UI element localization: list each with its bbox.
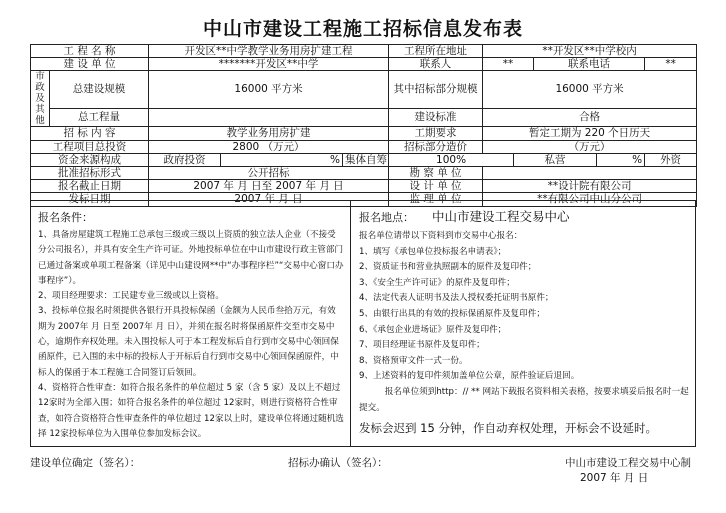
cell-label: 总工程量 bbox=[50, 108, 149, 127]
condition-item: 3、投标单位报名时须提供各银行开具投标保函（金额为人民币叁拾万元，有效期为 2007年 月 日至 2007年 月 日），并须在报名时将保函原件交至市交易中心，逾期作弃权处理。未入围投标人可于本工程发标后自行到市交易中心领回保函原件，已入围的未中标的投标人于开标后自行到市交易中心领回保函原件，中标人的保函于本工程施工合同签订后领回。 bbox=[38, 306, 339, 378]
table-row bbox=[31, 45, 697, 58]
condition-item: 4、资格符合性审查：如符合报名条件的单位超过 5 家（含 5 家）及以上不超过 12家时为全部入围；如符合报名条件的单位超过 12家时，则进行资格符合性审查，如符合资格符合性审查条件的单位超过 12家以上时，建设单位将通过随机选择 12家投标单位为入围单位参加发标会议。 bbox=[38, 382, 344, 439]
cell-label: 联系电话 bbox=[534, 58, 645, 71]
cell-value bbox=[483, 166, 697, 179]
cell-label: 建 设 单 位 bbox=[31, 58, 149, 71]
cell-value: 暂定工期为 220 个日历天 bbox=[483, 127, 697, 140]
cell-value: **开发区**中学校内 bbox=[483, 45, 697, 58]
cell-label: 监 理 单 位 bbox=[389, 193, 483, 206]
registration-intro: 报名单位请带以下资料到市交易中心报名： bbox=[359, 231, 523, 241]
table-row bbox=[31, 58, 697, 71]
registration-item: 6、《承包企业进场证》原件及复印件； bbox=[359, 324, 507, 335]
condition-item: 2、项目经理要求：工民建专业三级或以上资格。 bbox=[38, 291, 224, 302]
cell-value: **有限公司中山分公司 bbox=[483, 193, 697, 206]
cell-value: % bbox=[221, 153, 343, 166]
cell-value: 2007 年 月 日至 2007 年 月 日 bbox=[149, 180, 389, 193]
registration-item: 3、《安全生产许可证》的原件及复印件； bbox=[359, 277, 515, 288]
cell-value: 16000 平方米 bbox=[149, 71, 389, 108]
maker-label: 中山市建设工程交易中心制 bbox=[565, 457, 691, 469]
registration-panel bbox=[351, 201, 695, 446]
cell-label: 总建设规模 bbox=[50, 71, 149, 108]
place-label: 报名地点： bbox=[359, 211, 414, 224]
agency-confirm: 招标办确认（签名）： bbox=[288, 457, 388, 469]
cell-value: ** bbox=[483, 58, 534, 71]
conditions-panel bbox=[31, 201, 351, 446]
cell-label: 联系人 bbox=[389, 58, 483, 71]
registration-item: 8、资格预审文件一式一份。 bbox=[359, 355, 468, 366]
conditions-title: 报名条件： bbox=[38, 211, 93, 224]
condition-item: 1、具备房屋建筑工程施工总承包三级或三级以上资质的独立法人企业（不接受分公司报名），并具有安全生产许可证。外地投标单位在中山市建设行政主管部门已通过备案或单项工程备案（详见中山建设网**中“办事程序栏”“交易中心窗口办事程序”）。 bbox=[38, 230, 344, 286]
cell-label: 工程项目总投资 bbox=[31, 140, 149, 153]
table-row bbox=[31, 108, 697, 127]
detail-box bbox=[30, 200, 696, 447]
registration-warning: 发标会迟到 15 分钟，作自动弃权处理，开标会不设延时。 bbox=[359, 421, 657, 436]
table-row bbox=[31, 166, 697, 179]
cell-label: 其中招标部分规模 bbox=[389, 71, 483, 108]
cell-label: 资金来源构成 bbox=[31, 153, 149, 166]
cell-value: **设计院有限公司 bbox=[483, 180, 697, 193]
cell-label: 发标日期 bbox=[31, 193, 149, 206]
page-title: 中山市建设工程施工招标信息发布表 bbox=[202, 18, 523, 40]
registration-item: 4、法定代表人证明书及法人授权委托证明书原件； bbox=[359, 293, 554, 304]
place-value: 中山市建设工程交易中心 bbox=[432, 209, 570, 224]
cell-label: 市政及其他 bbox=[31, 71, 50, 127]
table-row bbox=[31, 153, 697, 166]
footer-date: 2007 年 月 日 bbox=[580, 472, 649, 484]
registration-item: 1、填写《承包单位投标报名申请表》； bbox=[359, 246, 507, 257]
cell-value: 公开招标 bbox=[149, 166, 389, 179]
cell-label: 政府投资 bbox=[149, 153, 221, 166]
registration-place bbox=[359, 207, 689, 225]
registration-note: 报名单位须到http：// ** 网站下载报名资料相关表格，按要求填妥后报名时一起提交。 bbox=[359, 386, 689, 413]
cell-value: 2800 （万元） bbox=[149, 140, 389, 153]
cell-value: 开发区**中学教学业务用房扩建工程 bbox=[149, 45, 389, 58]
cell-value: ** bbox=[645, 58, 697, 71]
cell-value: 16000 平方米 bbox=[483, 71, 697, 108]
cell-value: 合格 bbox=[483, 108, 697, 127]
cell-label: 招 标 内 容 bbox=[31, 127, 149, 140]
cell-value: 教学业务用房扩建 bbox=[149, 127, 389, 140]
cell-value: *******开发区**中学 bbox=[149, 58, 389, 71]
table-row bbox=[31, 180, 697, 193]
cell-label: 建设标准 bbox=[389, 108, 483, 127]
cell-value: （万元） bbox=[483, 140, 697, 153]
registration-item: 7、项目经理证书原件及复印件； bbox=[359, 340, 485, 351]
cell-value: 100% bbox=[389, 153, 514, 166]
cell-label: 批准招标形式 bbox=[31, 166, 149, 179]
registration-item: 5、由银行出具的有效的投标保函原件及复印件； bbox=[359, 308, 545, 319]
cell-value bbox=[149, 108, 389, 127]
registration-item: 9、上述资料的复印件须加盖单位公章，原件验证后退回。 bbox=[359, 371, 580, 382]
cell-label: 集体自筹 bbox=[343, 153, 389, 166]
cell-value: 2007 年 月 日 bbox=[149, 193, 389, 206]
cell-label: 勘 察 单 位 bbox=[389, 166, 483, 179]
table-row bbox=[31, 71, 697, 108]
cell-value: % bbox=[597, 153, 645, 166]
info-table bbox=[30, 44, 697, 207]
cell-label: 私营 bbox=[514, 153, 597, 166]
table-row bbox=[31, 127, 697, 140]
registration-item: 2、资质证书和营业执照副本的原件及复印件； bbox=[359, 262, 537, 273]
cell-label: 工期要求 bbox=[389, 127, 483, 140]
cell-label: 设 计 单 位 bbox=[389, 180, 483, 193]
cell-label: 报名截止日期 bbox=[31, 180, 149, 193]
cell-label: 工程所在地址 bbox=[389, 45, 483, 58]
table-row bbox=[31, 140, 697, 153]
builder-confirm: 建设单位确定（签名）： bbox=[30, 457, 141, 469]
cell-label: 招标部分造价 bbox=[389, 140, 483, 153]
cell-label: 工 程 名 称 bbox=[31, 45, 149, 58]
cell-label: 外资 bbox=[645, 153, 697, 166]
